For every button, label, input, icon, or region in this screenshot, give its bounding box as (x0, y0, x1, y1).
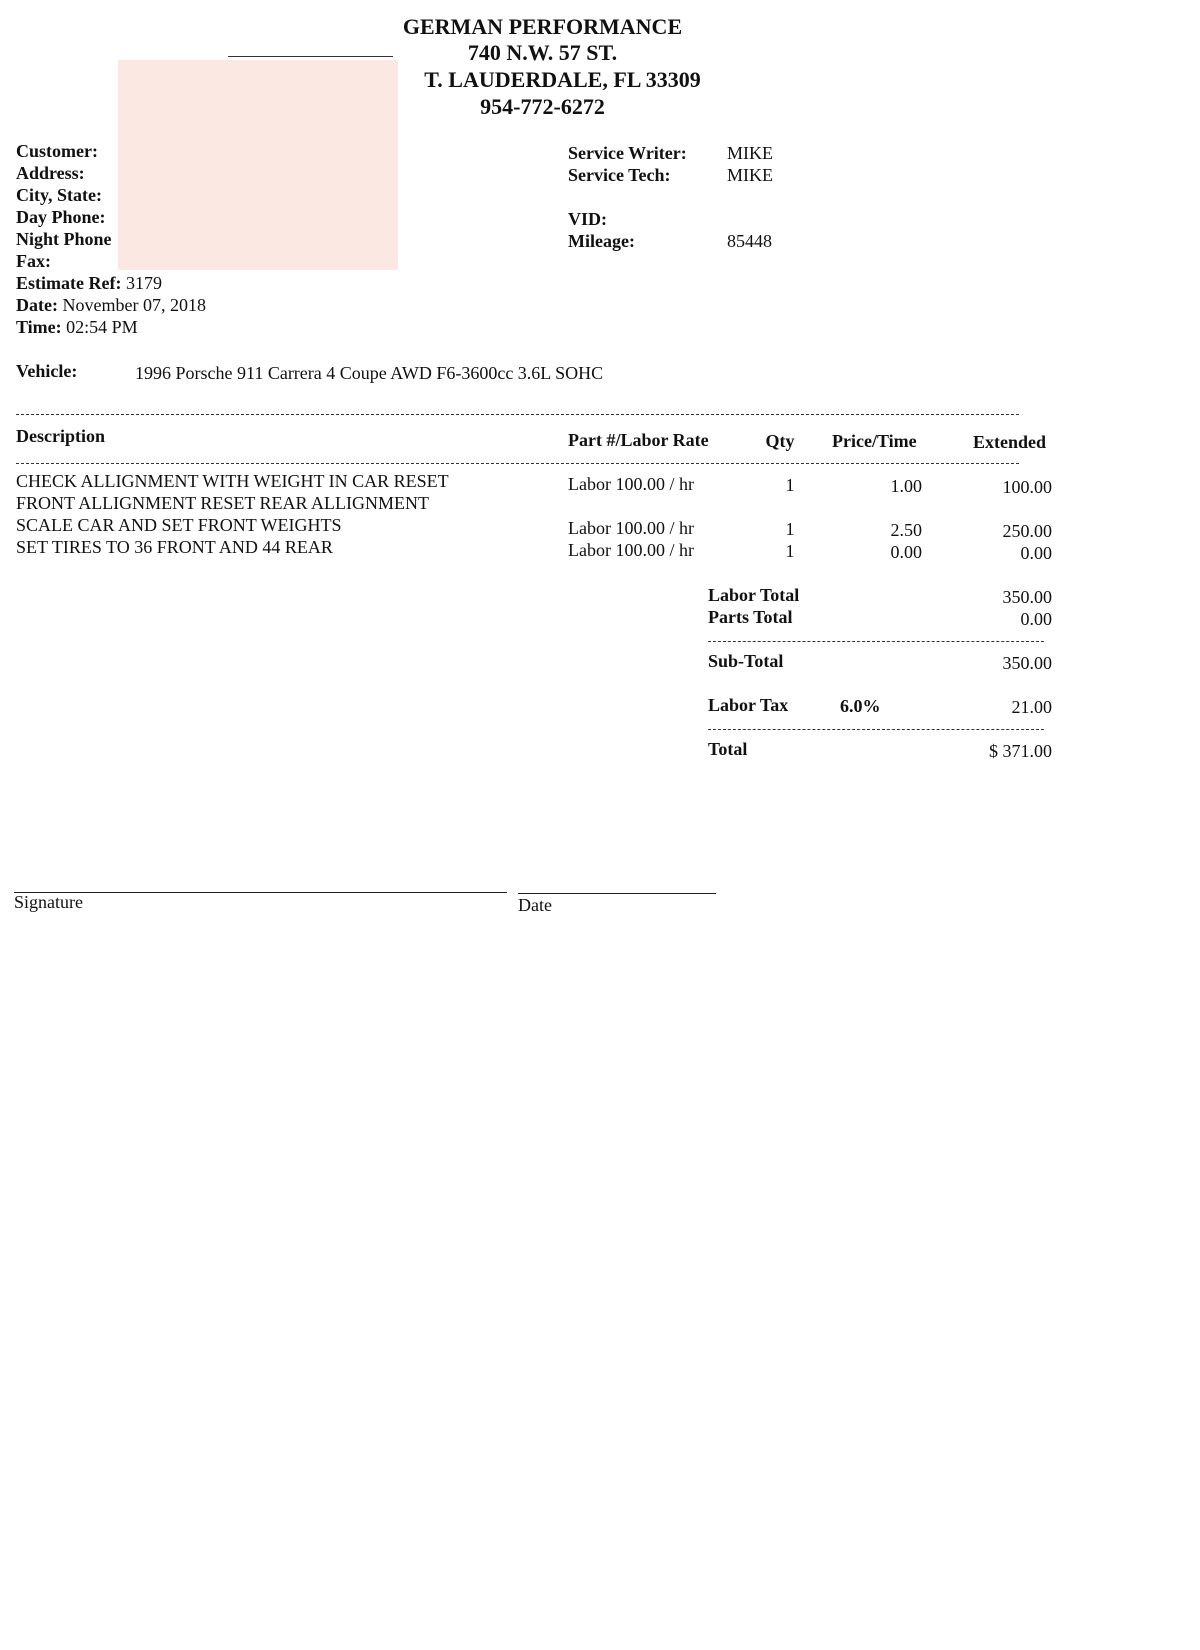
total-divider (708, 729, 1044, 730)
shop-street: 740 N.W. 57 ST. (467, 40, 618, 65)
shop-city: T. LAUDERDALE, FL 33309 (424, 67, 701, 92)
line-item-2-description: SCALE CAR AND SET FRONT WEIGHTS (16, 515, 342, 535)
line-item-3-extended: 0.00 (1020, 543, 1052, 563)
service-tech-label: Service Tech: (568, 165, 671, 185)
col-part-labor-rate: Part #/Labor Rate (568, 430, 709, 450)
parts-total-label: Parts Total (708, 607, 793, 627)
col-description: Description (16, 426, 105, 446)
date-label: Date: (16, 295, 58, 315)
line-item-1-extended: 100.00 (1002, 477, 1052, 497)
shop-name: GERMAN PERFORMANCE (402, 14, 683, 39)
line-item-1-description-a: CHECK ALLIGNMENT WITH WEIGHT IN CAR RESET (16, 471, 449, 491)
customer-label: Customer: (16, 141, 98, 161)
vid-label: VID: (568, 209, 607, 229)
subtotal-label: Sub-Total (708, 651, 784, 671)
service-tech-value: MIKE (727, 165, 773, 185)
line-item-3-description: SET TIRES TO 36 FRONT AND 44 REAR (16, 537, 333, 557)
time-value: 02:54 PM (66, 317, 138, 337)
labor-tax-value: 21.00 (1011, 697, 1052, 717)
parts-total-value: 0.00 (1020, 609, 1052, 629)
shop-phone: 954-772-6272 (480, 94, 605, 119)
line-item-2-extended: 250.00 (1002, 521, 1052, 541)
redaction-block (118, 60, 398, 270)
line-item-2-qty: 1 (785, 519, 795, 539)
labor-tax-label: Labor Tax (708, 695, 789, 715)
estimate-time (16, 317, 138, 338)
estimate-ref-value: 3179 (125, 273, 162, 293)
line-item-2-price: 2.50 (890, 520, 922, 540)
subtotal-value: 350.00 (1002, 653, 1052, 673)
time-label: Time: (16, 317, 62, 337)
labor-total-label: Labor Total (708, 585, 800, 605)
estimate-ref (16, 273, 162, 294)
line-item-1-description-b: FRONT ALLIGNMENT RESET REAR ALLIGNMENT (16, 493, 430, 513)
labor-tax-rate: 6.0% (840, 696, 881, 716)
subtotal-divider (708, 641, 1044, 642)
col-qty: Qty (765, 431, 795, 451)
line-item-1-price: 1.00 (890, 476, 922, 496)
estimate-date (16, 295, 206, 316)
line-item-2-part: Labor 100.00 / hr (568, 518, 694, 538)
mileage-value: 85448 (727, 231, 772, 251)
service-writer-value: MIKE (727, 143, 773, 163)
date-value: November 07, 2018 (62, 295, 206, 315)
line-item-1-qty: 1 (785, 475, 795, 495)
date-line (518, 893, 716, 894)
line-item-3-price: 0.00 (890, 542, 922, 562)
line-item-3-part: Labor 100.00 / hr (568, 540, 694, 560)
city-state-label: City, State: (16, 185, 102, 205)
line-item-1-part: Labor 100.00 / hr (568, 474, 694, 494)
estimate-ref-label: Estimate Ref: (16, 273, 122, 293)
night-phone-label: Night Phone (16, 229, 112, 249)
header-bottom-divider (16, 463, 1019, 464)
total-value: $ 371.00 (989, 741, 1052, 761)
header-top-divider (16, 414, 1019, 415)
header-rule (228, 56, 393, 57)
labor-total-value: 350.00 (1002, 587, 1052, 607)
address-label: Address: (16, 163, 85, 183)
vehicle-label: Vehicle: (16, 361, 78, 381)
mileage-label: Mileage: (568, 231, 635, 251)
signature-label: Signature (14, 892, 83, 912)
fax-label: Fax: (16, 251, 51, 271)
vehicle-value: 1996 Porsche 911 Carrera 4 Coupe AWD F6-3600cc 3.6L SOHC (135, 363, 604, 383)
service-writer-label: Service Writer: (568, 143, 687, 163)
col-extended: Extended (973, 432, 1047, 452)
signature-line (14, 892, 507, 893)
col-price-time: Price/Time (832, 431, 917, 451)
signature-date-label: Date (518, 895, 552, 915)
total-label: Total (708, 739, 748, 759)
day-phone-label: Day Phone: (16, 207, 106, 227)
line-item-3-qty: 1 (785, 541, 795, 561)
